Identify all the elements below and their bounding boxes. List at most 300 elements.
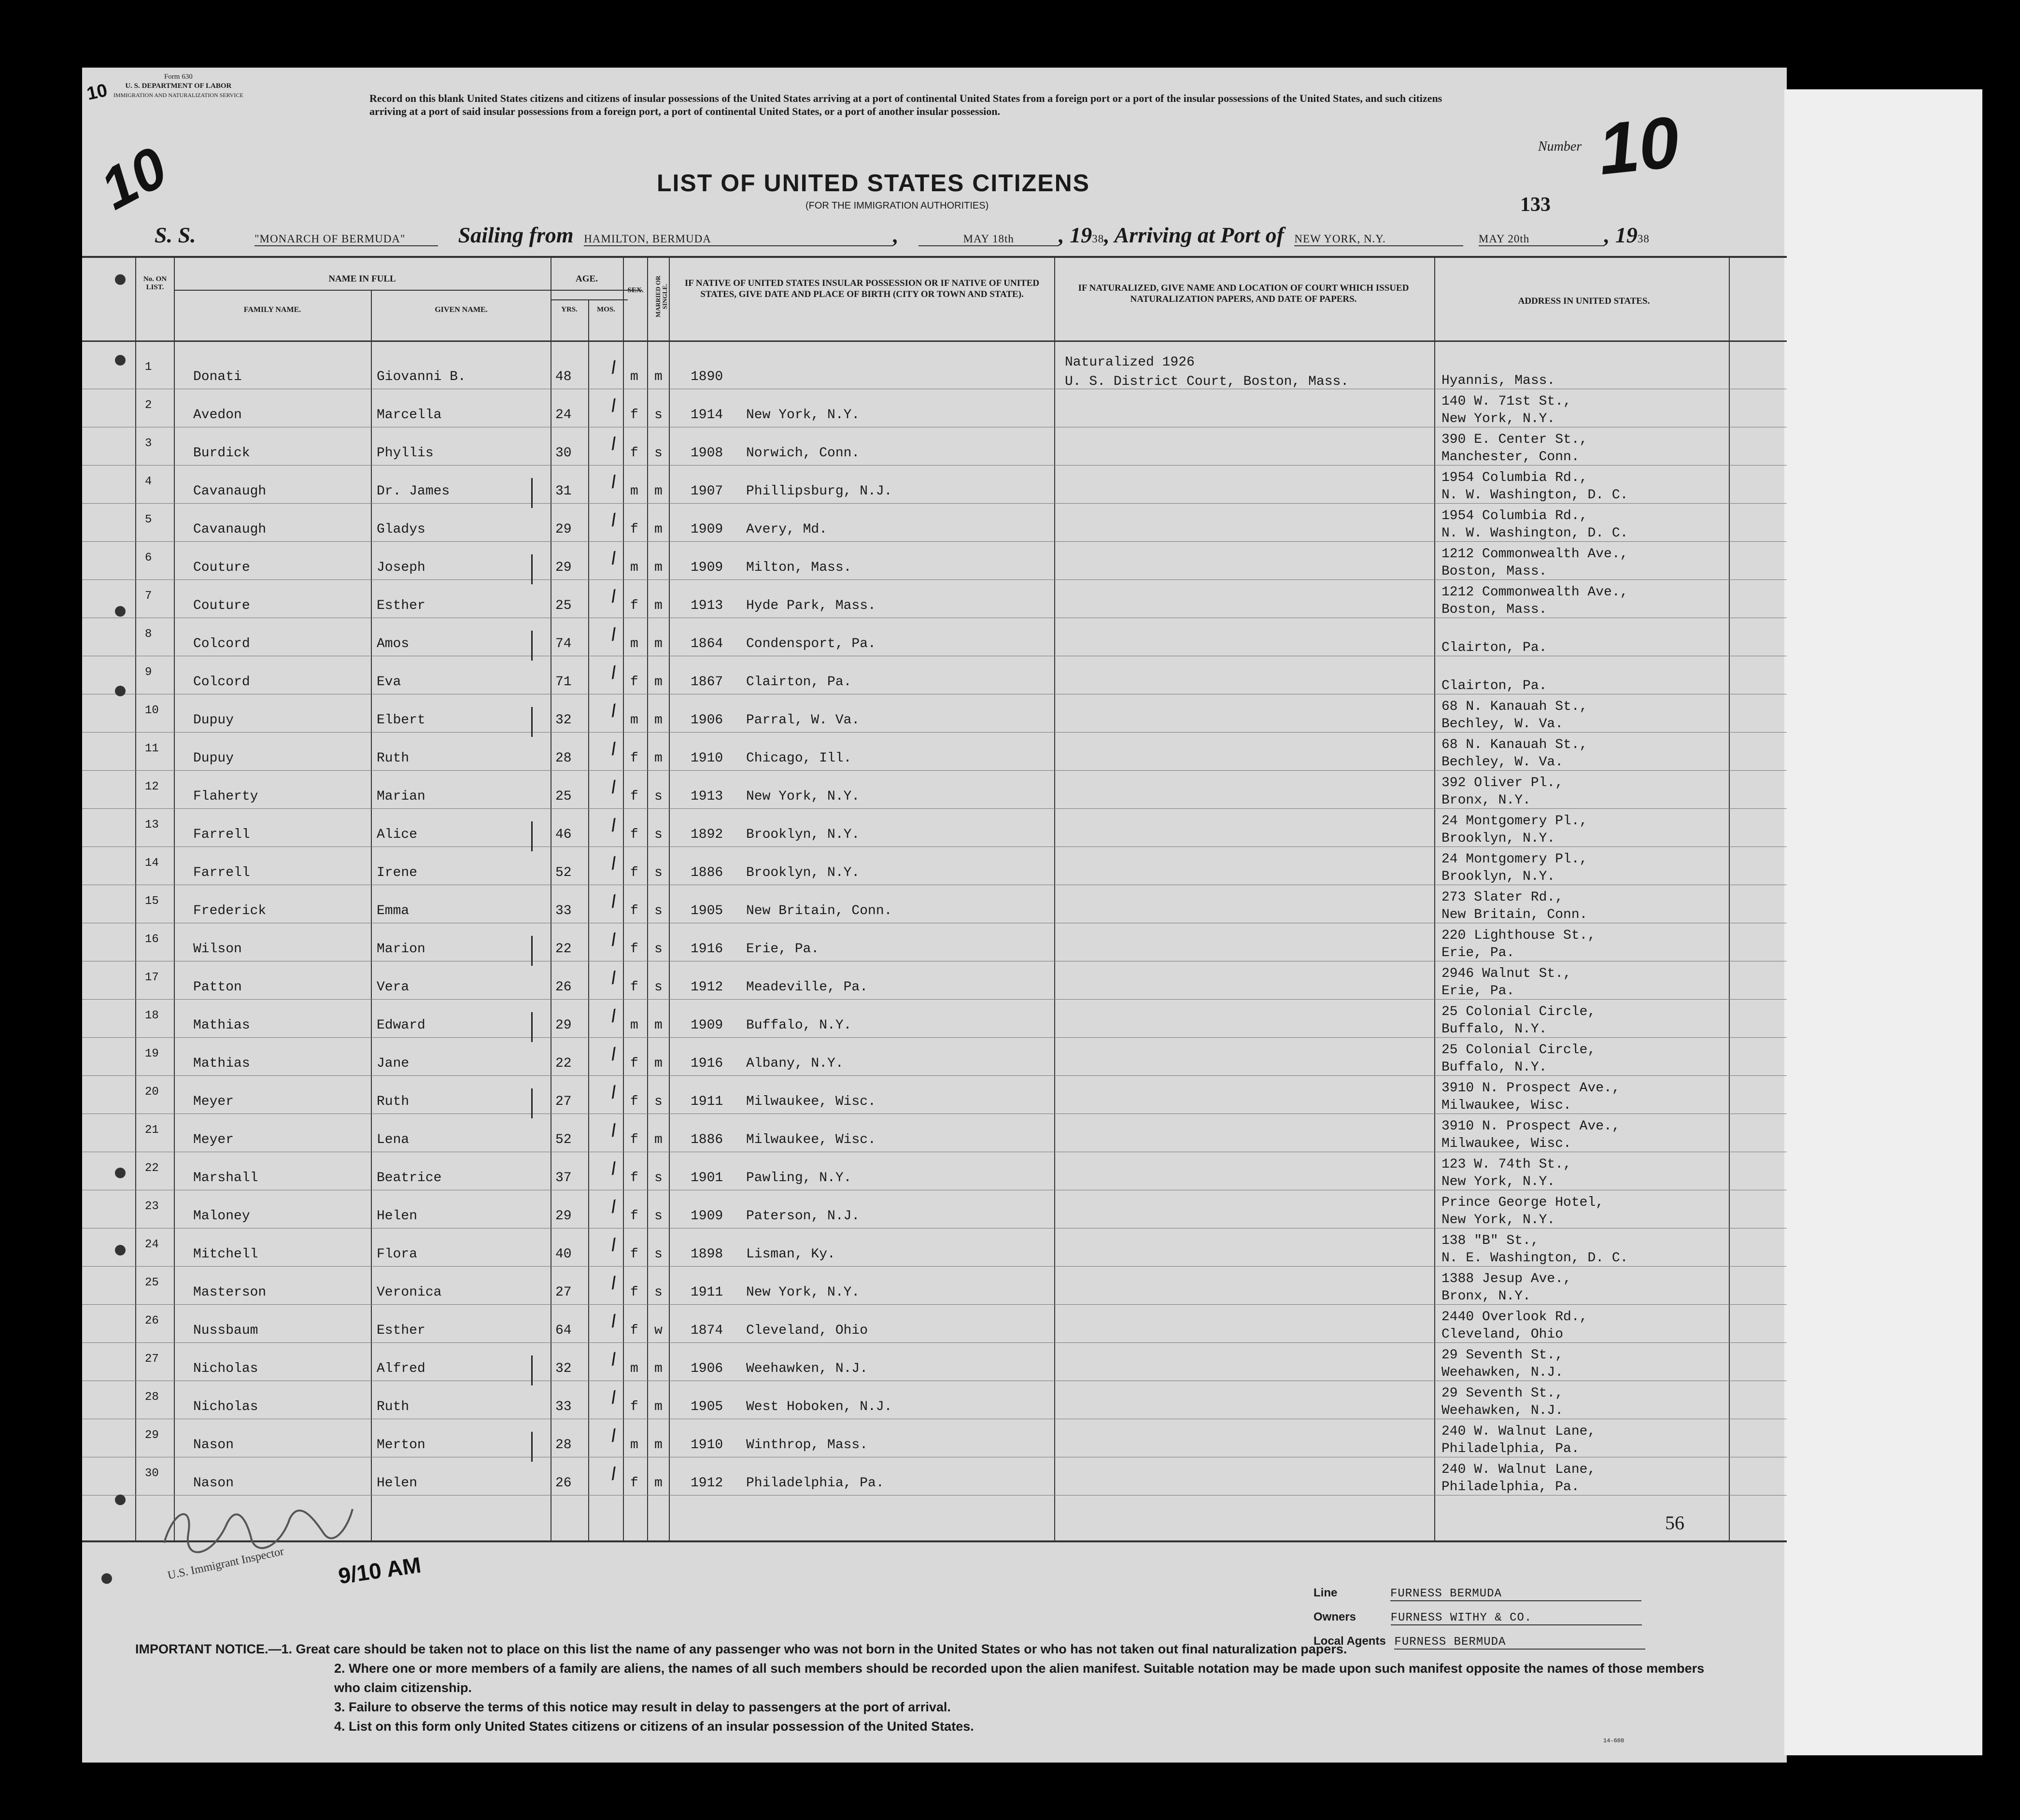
header-birth-place: IF NATIVE OF UNITED STATES INSULAR POSSESSION OR IF NATIVE OF UNITED STATES, GIVE DATE AND PLACE OF BIRTH (CITY OR TOWN AND STATE). bbox=[684, 278, 1040, 299]
address-street: 24 Montgomery Pl., bbox=[1441, 852, 1588, 867]
birth-place: Milwaukee, Wisc. bbox=[746, 1132, 876, 1147]
birth-place: Norwich, Conn. bbox=[746, 446, 860, 461]
address-street: 29 Seventh St., bbox=[1441, 1348, 1564, 1363]
given-name: Eva bbox=[377, 675, 401, 690]
departure-date: MAY 18th bbox=[918, 233, 1059, 246]
address-city: New York, N.Y. bbox=[1441, 1213, 1555, 1227]
address-street: 68 N. Kanauah St., bbox=[1441, 737, 1588, 752]
page-number: 133 bbox=[1520, 194, 1551, 216]
backing-page-edge bbox=[1784, 89, 1982, 1755]
marital-status: m bbox=[654, 484, 663, 499]
birth-year: 1909 bbox=[691, 522, 723, 537]
birth-year: 1913 bbox=[691, 789, 723, 804]
arrival-year: 38 bbox=[1637, 233, 1650, 245]
binder-hole bbox=[115, 1495, 126, 1505]
birth-place: Chicago, Ill. bbox=[746, 751, 852, 766]
birth-place: Clairton, Pa. bbox=[746, 675, 852, 690]
address-street: 390 E. Center St., bbox=[1441, 432, 1588, 447]
family-name: Nicholas bbox=[193, 1361, 258, 1376]
inspection-time: 9/10 AM bbox=[337, 1552, 423, 1589]
inspection-checkmark: / bbox=[607, 1465, 622, 1486]
household-tick-mark bbox=[531, 1088, 533, 1118]
list-number: 16 bbox=[145, 933, 159, 946]
given-name: Flora bbox=[377, 1247, 418, 1262]
list-number: 23 bbox=[145, 1200, 159, 1213]
given-name: Marcella bbox=[377, 408, 442, 423]
given-name: Emma bbox=[377, 903, 410, 918]
header-age-months: MOS. bbox=[597, 306, 615, 313]
marital-status: m bbox=[654, 1476, 663, 1491]
list-number: 12 bbox=[145, 780, 159, 793]
household-tick-mark bbox=[531, 554, 533, 584]
marital-status: m bbox=[654, 1399, 663, 1414]
address-street: 123 W. 74th St., bbox=[1441, 1157, 1571, 1172]
sex: f bbox=[630, 408, 638, 423]
list-number: 17 bbox=[145, 971, 159, 984]
age-years: 40 bbox=[555, 1247, 572, 1262]
address-city: New York, N.Y. bbox=[1441, 411, 1555, 426]
sex: f bbox=[630, 446, 638, 461]
birth-year: 1914 bbox=[691, 408, 723, 423]
age-years: 28 bbox=[555, 751, 572, 766]
marital-status: s bbox=[654, 1094, 663, 1109]
notice-item-3: 3. Failure to observe the terms of this notice may result in delay to passengers at the port of arrival. bbox=[334, 1700, 951, 1714]
ship-name: "MONARCH OF BERMUDA" bbox=[254, 233, 438, 246]
address-street: Prince George Hotel, bbox=[1441, 1195, 1604, 1210]
age-years: 64 bbox=[555, 1323, 572, 1338]
family-name: Couture bbox=[193, 598, 250, 613]
birth-place: Phillipsburg, N.J. bbox=[746, 484, 892, 499]
sex: m bbox=[630, 369, 638, 384]
address-city: Cleveland, Ohio bbox=[1441, 1327, 1564, 1342]
list-number: 2 bbox=[145, 399, 152, 412]
birth-place: Hyde Park, Mass. bbox=[746, 598, 876, 613]
list-number-label: Number bbox=[1538, 139, 1582, 154]
given-name: Helen bbox=[377, 1209, 418, 1224]
list-number: 5 bbox=[145, 513, 152, 526]
address-city: Bechley, W. Va. bbox=[1441, 717, 1564, 732]
birth-year: 1909 bbox=[691, 560, 723, 575]
inspection-checkmark: / bbox=[607, 1007, 622, 1028]
given-name: Ruth bbox=[377, 1094, 410, 1109]
family-name: Mathias bbox=[193, 1018, 250, 1033]
birth-place: Avery, Md. bbox=[746, 522, 828, 537]
address-street: 2440 Overlook Rd., bbox=[1441, 1310, 1588, 1325]
inspection-checkmark: / bbox=[607, 1198, 622, 1219]
list-number: 9 bbox=[145, 666, 152, 679]
family-name: Maloney bbox=[193, 1209, 250, 1224]
birth-place: Milton, Mass. bbox=[746, 560, 852, 575]
header-address: ADDRESS IN UNITED STATES. bbox=[1518, 296, 1650, 306]
header-name-in-full: NAME IN FULL bbox=[328, 274, 396, 284]
marital-status: m bbox=[654, 713, 663, 728]
inspection-checkmark: / bbox=[607, 1388, 622, 1410]
birth-year: 1901 bbox=[691, 1171, 723, 1185]
address-city: Milwaukee, Wisc. bbox=[1441, 1098, 1571, 1113]
birth-place: West Hoboken, N.J. bbox=[746, 1399, 892, 1414]
list-number-handwritten: 10 bbox=[1594, 100, 1683, 190]
address-street: 273 Slater Rd., bbox=[1441, 890, 1564, 905]
birth-year: 1911 bbox=[691, 1094, 723, 1109]
form-number: Form 630 bbox=[164, 73, 193, 81]
binder-hole bbox=[115, 1245, 126, 1256]
marital-status: s bbox=[654, 1171, 663, 1185]
birth-place: Buffalo, N.Y. bbox=[746, 1018, 852, 1033]
family-name: Nussbaum bbox=[193, 1323, 258, 1338]
arrival-date: MAY 20th bbox=[1479, 233, 1604, 246]
agents-value: FURNESS BERMUDA bbox=[1394, 1636, 1645, 1650]
marital-status: w bbox=[654, 1323, 663, 1338]
inspection-checkmark: / bbox=[607, 854, 622, 875]
address-city: N. W. Washington, D. C. bbox=[1441, 526, 1628, 541]
address-city: Philadelphia, Pa. bbox=[1441, 1441, 1580, 1456]
family-name: Avedon bbox=[193, 408, 242, 423]
address-city: Manchester, Conn. bbox=[1441, 450, 1580, 465]
age-years: 29 bbox=[555, 1018, 572, 1033]
marital-status: m bbox=[654, 675, 663, 690]
birth-year: 1916 bbox=[691, 1056, 723, 1071]
address-city: Boston, Mass. bbox=[1441, 564, 1547, 579]
form-instructions: Record on this blank United States citizens and citizens of insular possessions of the United States arriving at a port of continental United States from a foreign port or a port of the insular possessions of the United States, and such citizens arriving at a port of said insular possessions from a foreign port, a port of continental United States, or a port of another insular possession. bbox=[369, 92, 1442, 117]
address-street: 3910 N. Prospect Ave., bbox=[1441, 1081, 1620, 1096]
address-city: Milwaukee, Wisc. bbox=[1441, 1136, 1571, 1151]
given-name: Alfred bbox=[377, 1361, 425, 1376]
family-name: Farrell bbox=[193, 865, 250, 880]
line-value: FURNESS BERMUDA bbox=[1390, 1587, 1641, 1601]
birth-year: 1874 bbox=[691, 1323, 723, 1338]
margin-mark-circled: 10 bbox=[90, 134, 178, 222]
binder-hole bbox=[115, 606, 126, 617]
address-street: 138 "B" St., bbox=[1441, 1233, 1539, 1248]
marital-status: s bbox=[654, 1285, 663, 1300]
binder-hole bbox=[115, 1168, 126, 1178]
given-name: Giovanni B. bbox=[377, 369, 466, 384]
binder-hole bbox=[115, 274, 126, 285]
inspection-checkmark: / bbox=[607, 511, 622, 532]
marital-status: s bbox=[654, 408, 663, 423]
address-city: Philadelphia, Pa. bbox=[1441, 1480, 1580, 1495]
address-city: New Britain, Conn. bbox=[1441, 907, 1588, 922]
page-title: LIST OF UNITED STATES CITIZENS bbox=[657, 169, 1090, 197]
birth-year: 1886 bbox=[691, 865, 723, 880]
address-city: Brooklyn, N.Y. bbox=[1441, 831, 1555, 846]
family-name: Mathias bbox=[193, 1056, 250, 1071]
family-name: Colcord bbox=[193, 636, 250, 651]
birth-year: 1909 bbox=[691, 1209, 723, 1224]
birth-year: 1906 bbox=[691, 1361, 723, 1376]
header-list-number: No. ON LIST. bbox=[143, 275, 167, 291]
address-street: 1954 Columbia Rd., bbox=[1441, 508, 1588, 523]
marital-status: m bbox=[654, 560, 663, 575]
inspector-signature bbox=[155, 1490, 357, 1567]
marital-status: m bbox=[654, 1361, 663, 1376]
address-city: Buffalo, N.Y. bbox=[1441, 1022, 1547, 1037]
list-number: 22 bbox=[145, 1162, 159, 1175]
address-street: 3910 N. Prospect Ave., bbox=[1441, 1119, 1620, 1134]
birth-year: 1892 bbox=[691, 827, 723, 842]
sex: f bbox=[630, 1476, 638, 1491]
birth-year: 1913 bbox=[691, 598, 723, 613]
important-notice bbox=[135, 1639, 1729, 1736]
list-number: 7 bbox=[145, 590, 152, 603]
inspector-stamp: U.S. Immigrant Inspector bbox=[166, 1545, 285, 1582]
family-name: Dupuy bbox=[193, 751, 234, 766]
address-street: 392 Oliver Pl., bbox=[1441, 776, 1564, 790]
list-number: 13 bbox=[145, 818, 159, 832]
address-street: 1212 Commonwealth Ave., bbox=[1441, 547, 1628, 562]
inspection-checkmark: / bbox=[607, 702, 622, 723]
sex: f bbox=[630, 1132, 638, 1147]
given-name: Helen bbox=[377, 1476, 418, 1491]
family-name: Meyer bbox=[193, 1094, 234, 1109]
address-street: 2946 Walnut St., bbox=[1441, 966, 1571, 981]
given-name: Marion bbox=[377, 942, 425, 957]
given-name: Jane bbox=[377, 1056, 410, 1071]
inspection-checkmark: / bbox=[607, 625, 622, 647]
margin-mark-top: 10 bbox=[85, 80, 110, 104]
given-name: Vera bbox=[377, 980, 410, 995]
form-department-block bbox=[113, 72, 243, 100]
birth-year: 1905 bbox=[691, 903, 723, 918]
marital-status: s bbox=[654, 1247, 663, 1262]
address-street: 29 Seventh St., bbox=[1441, 1386, 1564, 1401]
birth-year: 1911 bbox=[691, 1285, 723, 1300]
age-years: 26 bbox=[555, 1476, 572, 1491]
department-name: U. S. DEPARTMENT OF LABOR bbox=[125, 82, 232, 90]
service-name: IMMIGRATION AND NATURALIZATION SERVICE bbox=[113, 92, 243, 99]
sex: f bbox=[630, 1171, 638, 1185]
age-years: 29 bbox=[555, 560, 572, 575]
address-city: Weehawken, N.J. bbox=[1441, 1365, 1564, 1380]
birth-place: Brooklyn, N.Y. bbox=[746, 827, 860, 842]
list-number: 21 bbox=[145, 1124, 159, 1137]
header-age: AGE. bbox=[576, 274, 598, 284]
family-name: Couture bbox=[193, 560, 250, 575]
agents-label: Local Agents bbox=[1314, 1635, 1386, 1648]
family-name: Wilson bbox=[193, 942, 242, 957]
age-years: 29 bbox=[555, 522, 572, 537]
marital-status: s bbox=[654, 865, 663, 880]
marital-status: m bbox=[654, 1056, 663, 1071]
inspection-checkmark: / bbox=[607, 1426, 622, 1448]
birth-year: 1910 bbox=[691, 1438, 723, 1453]
sex: f bbox=[630, 942, 638, 957]
sex: f bbox=[630, 1094, 638, 1109]
given-name: Edward bbox=[377, 1018, 425, 1033]
arriving-label: Arriving at Port of bbox=[1114, 223, 1284, 247]
birth-place: Weehawken, N.J. bbox=[746, 1361, 868, 1376]
naturalization-year: Naturalized 1926 bbox=[1065, 355, 1195, 370]
birth-year: 1909 bbox=[691, 1018, 723, 1033]
marital-status: s bbox=[654, 942, 663, 957]
sex: f bbox=[630, 865, 638, 880]
given-name: Irene bbox=[377, 865, 418, 880]
inspection-checkmark: / bbox=[607, 969, 622, 990]
age-years: 26 bbox=[555, 980, 572, 995]
birth-year: 1912 bbox=[691, 1476, 723, 1491]
list-number: 29 bbox=[145, 1429, 159, 1442]
ss-label: S. S. bbox=[155, 223, 196, 247]
given-name: Elbert bbox=[377, 713, 425, 728]
given-name: Beatrice bbox=[377, 1171, 442, 1185]
address-street: 1388 Jesup Ave., bbox=[1441, 1271, 1571, 1286]
marital-status: s bbox=[654, 827, 663, 842]
birth-place: Brooklyn, N.Y. bbox=[746, 865, 860, 880]
notice-heading: IMPORTANT NOTICE.— bbox=[135, 1642, 282, 1656]
birth-year: 1912 bbox=[691, 980, 723, 995]
birth-year: 1898 bbox=[691, 1247, 723, 1262]
list-number: 3 bbox=[145, 437, 152, 450]
header-naturalization: IF NATURALIZED, GIVE NAME AND LOCATION OF COURT WHICH ISSUED NATURALIZATION PAPERS, AND DATE OF PAPERS. bbox=[1078, 283, 1409, 304]
given-name: Ruth bbox=[377, 751, 410, 766]
family-name: Nicholas bbox=[193, 1399, 258, 1414]
sex: f bbox=[630, 827, 638, 842]
binder-hole bbox=[115, 355, 126, 366]
list-number: 18 bbox=[145, 1009, 159, 1022]
inspection-checkmark: / bbox=[607, 435, 622, 456]
birth-year: 1906 bbox=[691, 713, 723, 728]
age-years: 52 bbox=[555, 865, 572, 880]
birth-place: Condensport, Pa. bbox=[746, 636, 876, 651]
age-years: 33 bbox=[555, 1399, 572, 1414]
given-name: Joseph bbox=[377, 560, 425, 575]
marital-status: s bbox=[654, 789, 663, 804]
sex: f bbox=[630, 1323, 638, 1338]
marital-status: s bbox=[654, 446, 663, 461]
inspection-checkmark: / bbox=[607, 1159, 622, 1181]
given-name: Marian bbox=[377, 789, 425, 804]
header-marital-status: MARRIED OR SINGLE. bbox=[654, 275, 668, 318]
sex: m bbox=[630, 1438, 638, 1453]
sex: f bbox=[630, 675, 638, 690]
departure-year-prefix: 19 bbox=[1070, 223, 1092, 247]
list-number: 8 bbox=[145, 628, 152, 641]
passenger-count-total: 56 bbox=[1665, 1512, 1684, 1534]
age-years: 71 bbox=[555, 675, 572, 690]
birth-place: New Britain, Conn. bbox=[746, 903, 892, 918]
family-name: Colcord bbox=[193, 675, 250, 690]
age-years: 33 bbox=[555, 903, 572, 918]
inspection-checkmark: / bbox=[607, 1350, 622, 1371]
birth-year: 1886 bbox=[691, 1132, 723, 1147]
family-name: Burdick bbox=[193, 446, 250, 461]
line-label: Line bbox=[1314, 1586, 1338, 1599]
age-years: 25 bbox=[555, 789, 572, 804]
age-years: 30 bbox=[555, 446, 572, 461]
age-years: 27 bbox=[555, 1285, 572, 1300]
sex: f bbox=[630, 903, 638, 918]
birth-year: 1908 bbox=[691, 446, 723, 461]
age-years: 48 bbox=[555, 369, 572, 384]
marital-status: m bbox=[654, 1018, 663, 1033]
marital-status: m bbox=[654, 751, 663, 766]
age-years: 29 bbox=[555, 1209, 572, 1224]
sex: m bbox=[630, 713, 638, 728]
marital-status: m bbox=[654, 1132, 663, 1147]
household-tick-mark bbox=[531, 1012, 533, 1042]
address-city: Bronx, N.Y. bbox=[1441, 793, 1531, 808]
birth-place: New York, N.Y. bbox=[746, 789, 860, 804]
address-street: 25 Colonial Circle, bbox=[1441, 1043, 1596, 1058]
birth-place: Winthrop, Mass. bbox=[746, 1438, 868, 1453]
household-tick-mark bbox=[531, 1432, 533, 1462]
address-street: 140 W. 71st St., bbox=[1441, 394, 1571, 409]
address-street: 25 Colonial Circle, bbox=[1441, 1004, 1596, 1019]
sex: f bbox=[630, 751, 638, 766]
sex: m bbox=[630, 484, 638, 499]
list-number: 24 bbox=[145, 1238, 159, 1251]
sex: f bbox=[630, 789, 638, 804]
marital-status: m bbox=[654, 522, 663, 537]
household-tick-mark bbox=[531, 707, 533, 737]
family-name: Cavanaugh bbox=[193, 522, 267, 537]
birth-year: 1867 bbox=[691, 675, 723, 690]
family-name: Farrell bbox=[193, 827, 250, 842]
given-name: Merton bbox=[377, 1438, 425, 1453]
family-name: Marshall bbox=[193, 1171, 258, 1185]
address-city: Clairton, Pa. bbox=[1441, 640, 1547, 655]
age-years: 24 bbox=[555, 408, 572, 423]
sex: m bbox=[630, 1361, 638, 1376]
age-years: 37 bbox=[555, 1171, 572, 1185]
address-city: Hyannis, Mass. bbox=[1441, 373, 1555, 388]
sex: m bbox=[630, 1018, 638, 1033]
address-city: Brooklyn, N.Y. bbox=[1441, 869, 1555, 884]
birth-place: Albany, N.Y. bbox=[746, 1056, 844, 1071]
address-street: 1954 Columbia Rd., bbox=[1441, 470, 1588, 485]
given-name: Amos bbox=[377, 636, 410, 651]
list-number: 25 bbox=[145, 1276, 159, 1289]
family-name: Frederick bbox=[193, 903, 267, 918]
family-name: Flaherty bbox=[193, 789, 258, 804]
address-city: Buffalo, N.Y. bbox=[1441, 1060, 1547, 1075]
birth-place: Meadeville, Pa. bbox=[746, 980, 868, 995]
age-years: 28 bbox=[555, 1438, 572, 1453]
household-tick-mark bbox=[531, 478, 533, 508]
inspection-checkmark: / bbox=[607, 892, 622, 914]
birth-year: 1905 bbox=[691, 1399, 723, 1414]
birth-place: Paterson, N.J. bbox=[746, 1209, 860, 1224]
age-years: 25 bbox=[555, 598, 572, 613]
sex: f bbox=[630, 522, 638, 537]
birth-place: Erie, Pa. bbox=[746, 942, 819, 957]
age-years: 31 bbox=[555, 484, 572, 499]
list-number: 1 bbox=[145, 361, 152, 374]
family-name: Patton bbox=[193, 980, 242, 995]
inspection-checkmark: / bbox=[607, 1121, 622, 1143]
birth-place: New York, N.Y. bbox=[746, 1285, 860, 1300]
inspection-checkmark: / bbox=[607, 931, 622, 952]
inspection-checkmark: / bbox=[607, 816, 622, 837]
sex: m bbox=[630, 636, 638, 651]
list-number: 14 bbox=[145, 857, 159, 870]
given-name: Esther bbox=[377, 598, 425, 613]
address-street: 240 W. Walnut Lane, bbox=[1441, 1424, 1596, 1439]
list-number: 10 bbox=[145, 704, 159, 717]
family-name: Donati bbox=[193, 369, 242, 384]
naturalization-court: U. S. District Court, Boston, Mass. bbox=[1065, 374, 1349, 389]
address-city: Bechley, W. Va. bbox=[1441, 755, 1564, 770]
address-street: 1212 Commonwealth Ave., bbox=[1441, 585, 1628, 600]
age-years: 32 bbox=[555, 713, 572, 728]
inspection-checkmark: / bbox=[607, 778, 622, 799]
address-street: 220 Lighthouse St., bbox=[1441, 928, 1596, 943]
sex: f bbox=[630, 1056, 638, 1071]
sex: f bbox=[630, 1399, 638, 1414]
marital-status: s bbox=[654, 903, 663, 918]
household-tick-mark bbox=[531, 936, 533, 966]
address-street: 240 W. Walnut Lane, bbox=[1441, 1462, 1596, 1477]
